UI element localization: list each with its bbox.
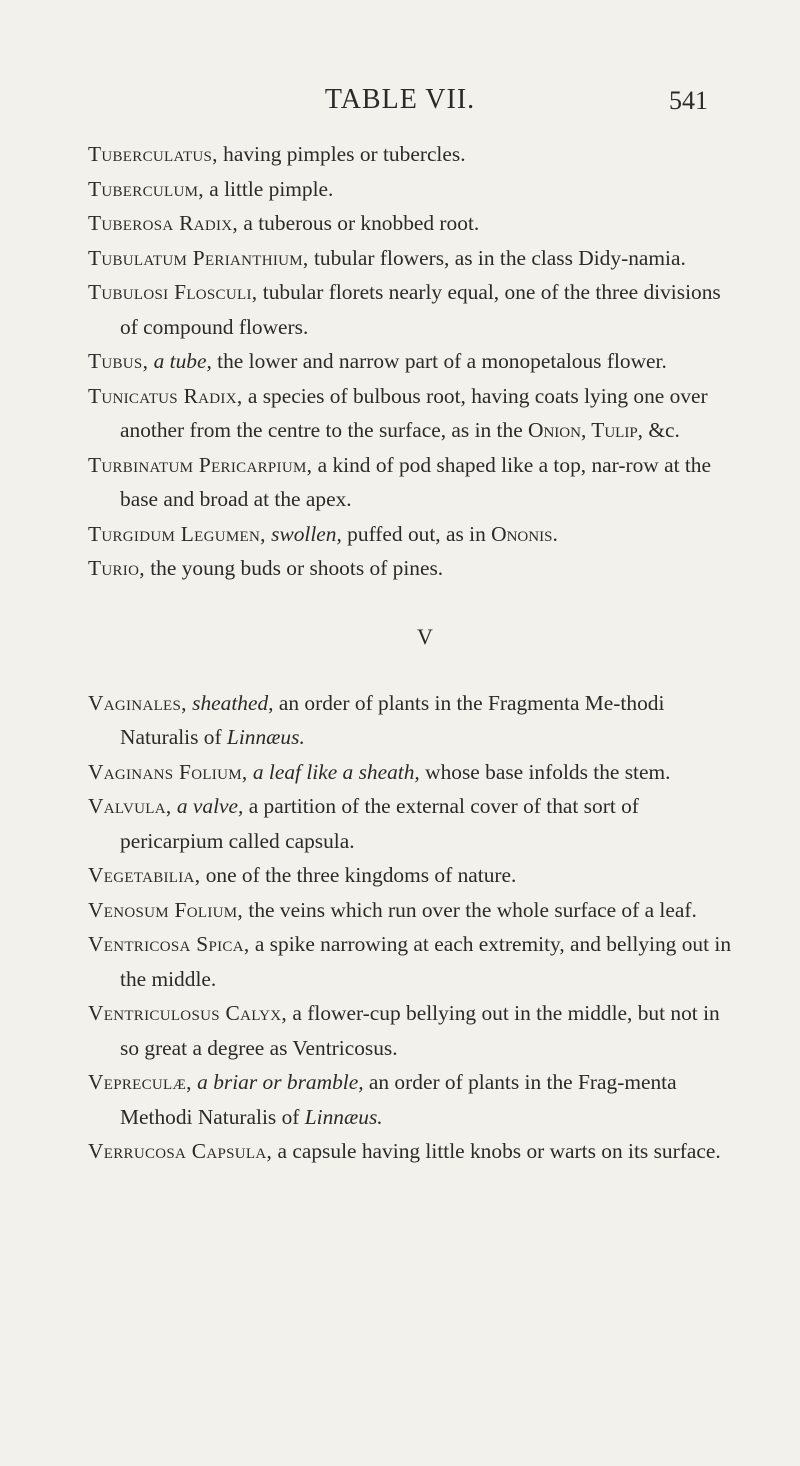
entry-term: Vaginans Folium, bbox=[88, 759, 248, 784]
entry-definition: tubular florets nearly equal, one of the three divisions of compound flowers. bbox=[120, 280, 721, 339]
entry-term: Verrucosa Capsula, bbox=[88, 1139, 273, 1163]
glossary-section-t bbox=[88, 137, 738, 586]
entry-definition: a species of bulbous root, having coats lying one over another from the centre to the surface, as in the bbox=[120, 383, 708, 442]
page-number: 541 bbox=[669, 86, 708, 115]
glossary-body bbox=[88, 137, 738, 1169]
glossary-entry bbox=[88, 789, 738, 858]
glossary-entry bbox=[88, 517, 738, 552]
entry-term: Tubulatum Perianthium, bbox=[88, 245, 309, 270]
entry-definition: puffed out, as in bbox=[341, 521, 492, 546]
entry-term: Vegetabilia, bbox=[88, 863, 201, 887]
glossary-entry bbox=[88, 755, 738, 790]
glossary-entry bbox=[88, 1134, 738, 1169]
entry-term: Turbinatum Pericarpium, bbox=[88, 452, 313, 477]
entry-term: Tuberosa Radix, bbox=[88, 211, 239, 235]
glossary-entry bbox=[88, 996, 738, 1065]
entry-gloss: a leaf like a sheath, bbox=[247, 759, 420, 784]
glossary-entry bbox=[88, 137, 738, 172]
entry-gloss: swollen, bbox=[265, 521, 342, 546]
entry-definition: the veins which run over the whole surface of a leaf. bbox=[243, 897, 697, 922]
glossary-entry bbox=[88, 241, 738, 276]
glossary-entry bbox=[88, 344, 738, 379]
entry-definition: the young buds or shoots of pines. bbox=[144, 556, 444, 580]
entry-definition-tail: &c. bbox=[643, 418, 680, 442]
entry-term: Tuberculum, bbox=[88, 176, 204, 201]
page-header bbox=[0, 84, 800, 124]
entry-author: Linnæus. bbox=[226, 725, 305, 749]
entry-gloss: a briar or bramble, bbox=[191, 1070, 364, 1094]
section-letter: V bbox=[417, 623, 433, 649]
glossary-entry bbox=[88, 172, 738, 207]
glossary-entry bbox=[88, 448, 738, 517]
entry-example: Ononis. bbox=[491, 521, 558, 546]
entry-definition: a flower-cup bellying out in the middle, but not in so great a degree as Ventricosus. bbox=[120, 1001, 720, 1060]
entry-definition: a tuberous or knobbed root. bbox=[238, 211, 480, 235]
entry-definition: a capsule having little knobs or warts on its surface. bbox=[272, 1139, 721, 1163]
entry-definition: a spike narrowing at each extremity, and bellying out in the middle. bbox=[120, 932, 732, 991]
entry-example: Onion, Tulip, bbox=[528, 418, 644, 442]
glossary-entry bbox=[88, 686, 738, 755]
entry-definition: a little pimple. bbox=[203, 176, 334, 201]
glossary-entry bbox=[88, 893, 738, 928]
entry-term: Vepreculæ, bbox=[88, 1070, 192, 1094]
entry-author: Linnæus. bbox=[304, 1104, 383, 1129]
glossary-entry bbox=[88, 206, 738, 241]
entry-term: Tubus, bbox=[88, 349, 149, 373]
entry-term: Turgidum Legumen, bbox=[88, 521, 266, 546]
glossary-entry bbox=[88, 927, 738, 996]
entry-definition: having pimples or tubercles. bbox=[217, 142, 466, 166]
entry-term: Tuberculatus, bbox=[88, 142, 218, 166]
entry-gloss: a tube, bbox=[148, 349, 212, 373]
entry-definition: whose base infolds the stem. bbox=[419, 759, 671, 784]
entry-term: Tubulosi Flosculi, bbox=[88, 280, 258, 304]
entry-definition: a partition of the external cover of that sort of pericarpium called capsula. bbox=[120, 794, 639, 853]
entry-term: Ventricosa Spica, bbox=[88, 932, 250, 956]
entry-term: Turio, bbox=[88, 556, 145, 580]
glossary-entry bbox=[88, 858, 738, 893]
entry-term: Venosum Folium, bbox=[88, 897, 244, 922]
entry-term: Ventriculosus Calyx, bbox=[88, 1001, 288, 1025]
glossary-entry bbox=[88, 1065, 738, 1134]
entry-definition: an order of plants in the Frag-menta Methodi Naturalis of bbox=[120, 1070, 677, 1129]
entry-definition: tubular flowers, as in the class Didy-namia. bbox=[308, 245, 686, 270]
glossary-entry bbox=[88, 551, 738, 586]
page-title: TABLE VII. bbox=[324, 84, 476, 115]
entry-term: Valvula, bbox=[88, 794, 172, 818]
entry-definition: one of the three kingdoms of nature. bbox=[200, 863, 517, 887]
glossary-entry bbox=[88, 379, 738, 448]
glossary-section-v bbox=[88, 686, 738, 1169]
entry-definition: the lower and narrow part of a monopetalous flower. bbox=[211, 349, 667, 373]
glossary-entry bbox=[88, 275, 738, 344]
entry-definition: a kind of pod shaped like a top, nar-row at the base and broad at the apex. bbox=[120, 452, 711, 511]
entry-gloss: sheathed, bbox=[186, 690, 274, 715]
entry-term: Tunicatus Radix, bbox=[88, 383, 243, 408]
entry-gloss: a valve, bbox=[171, 794, 244, 818]
entry-definition: an order of plants in the Fragmenta Me-thodi Naturalis of bbox=[120, 690, 665, 749]
entry-term: Vaginales, bbox=[88, 690, 187, 715]
